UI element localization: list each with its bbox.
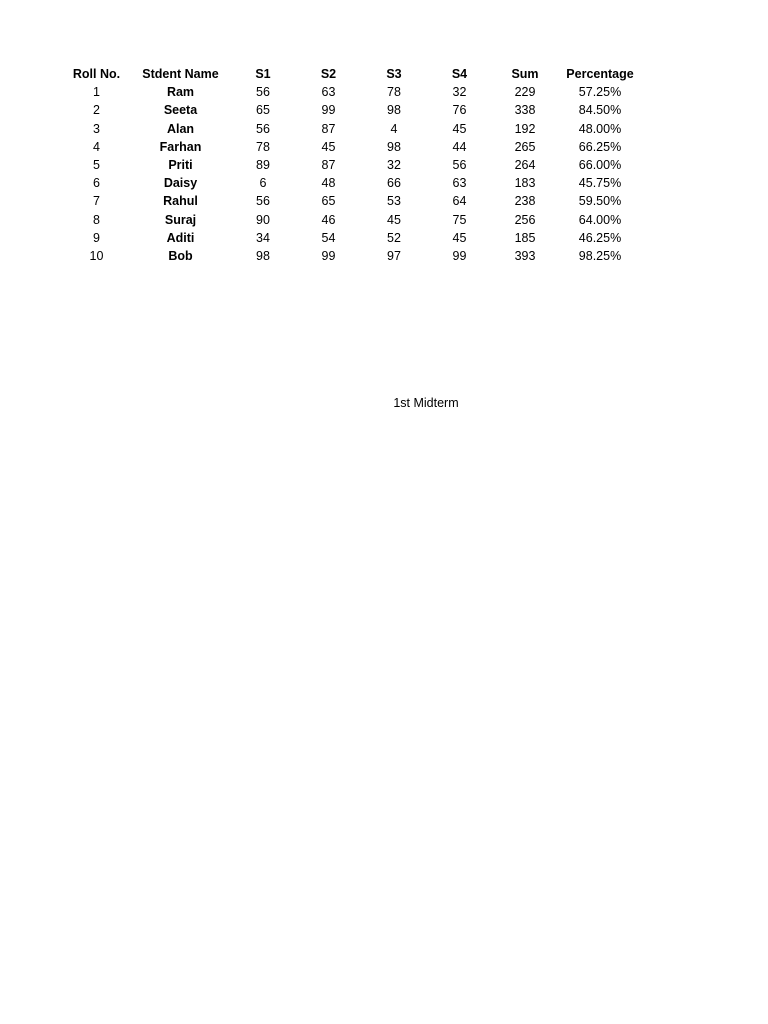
cell-roll-no: 4	[93, 139, 100, 154]
cell-student-name: Aditi	[166, 230, 195, 245]
cell-student-name: Suraj	[164, 212, 197, 227]
header-row	[65, 65, 645, 83]
cell-sum: 265	[514, 139, 536, 154]
header-s4: S4	[451, 67, 468, 81]
cell-sum: 238	[514, 194, 536, 209]
cell-roll-no: 2	[93, 103, 100, 118]
cell-s1: 98	[256, 249, 270, 264]
cell-percentage: 66.00%	[578, 158, 622, 173]
cell-s1: 56	[256, 121, 270, 136]
cell-s4: 63	[452, 176, 467, 191]
cell-sum: 264	[514, 158, 536, 173]
cell-percentage: 57.25%	[578, 85, 622, 100]
cell-s4: 75	[452, 212, 467, 227]
cell-s4: 99	[452, 249, 467, 264]
cell-sum: 185	[514, 230, 536, 245]
table-body	[65, 83, 645, 265]
cell-sum: 393	[514, 249, 536, 264]
cell-s2: 65	[321, 194, 336, 209]
cell-percentage: 59.50%	[578, 194, 622, 209]
cell-s2: 45	[321, 139, 336, 154]
cell-s3: 52	[387, 230, 401, 245]
cell-s3: 98	[387, 139, 401, 154]
cell-s1: 34	[256, 230, 270, 245]
cell-s3: 45	[387, 212, 401, 227]
cell-s3: 97	[387, 249, 401, 264]
cell-roll-no: 5	[93, 158, 100, 173]
header-s2: S2	[320, 67, 337, 81]
marks-table	[65, 65, 645, 265]
cell-s2: 46	[321, 212, 336, 227]
cell-s4: 45	[452, 230, 467, 245]
cell-s2: 63	[321, 85, 336, 100]
cell-percentage: 66.25%	[578, 139, 622, 154]
cell-roll-no: 6	[93, 176, 100, 191]
cell-percentage: 46.25%	[578, 230, 622, 245]
cell-sum: 256	[514, 212, 536, 227]
cell-student-name: Alan	[166, 121, 195, 136]
header-s3: S3	[386, 67, 402, 81]
cell-s2: 87	[321, 158, 336, 173]
header-sum: Sum	[511, 67, 539, 81]
cell-s3: 4	[390, 121, 398, 136]
cell-s1: 65	[256, 103, 270, 118]
table-row	[65, 174, 645, 192]
table-row	[65, 211, 645, 229]
header-roll-no: Roll No.	[72, 67, 121, 81]
cell-s4: 76	[452, 103, 467, 118]
cell-student-name: Seeta	[163, 103, 198, 118]
cell-s4: 56	[452, 158, 467, 173]
cell-student-name: Priti	[168, 158, 193, 173]
cell-roll-no: 7	[93, 194, 100, 209]
cell-roll-no: 10	[89, 249, 104, 264]
header-student-name: Stdent Name	[142, 67, 219, 81]
cell-s1: 6	[259, 176, 267, 191]
cell-percentage: 48.00%	[578, 121, 622, 136]
cell-student-name: Rahul	[163, 194, 198, 209]
cell-roll-no: 9	[93, 230, 100, 245]
cell-percentage: 45.75%	[578, 176, 622, 191]
cell-student-name: Daisy	[163, 176, 198, 191]
cell-sum: 183	[514, 176, 536, 191]
table-row	[65, 138, 645, 156]
cell-student-name: Ram	[166, 85, 195, 100]
cell-s3: 78	[387, 85, 401, 100]
cell-s1: 56	[256, 85, 270, 100]
cell-s2: 54	[321, 230, 336, 245]
cell-percentage: 64.00%	[578, 212, 622, 227]
cell-s4: 45	[452, 121, 467, 136]
cell-s4: 32	[452, 85, 467, 100]
cell-sum: 192	[514, 121, 536, 136]
cell-roll-no: 8	[93, 212, 100, 227]
cell-s3: 98	[387, 103, 401, 118]
cell-s1: 56	[256, 194, 270, 209]
cell-student-name: Bob	[168, 249, 193, 264]
cell-roll-no: 1	[93, 85, 100, 100]
table-row	[65, 192, 645, 210]
table-row	[65, 120, 645, 138]
sheet-caption: 1st Midterm	[393, 396, 459, 410]
cell-s2: 48	[321, 176, 336, 191]
cell-sum: 229	[514, 85, 536, 100]
table-row	[65, 101, 645, 119]
table-row	[65, 229, 645, 247]
cell-s2: 99	[321, 103, 336, 118]
cell-s1: 78	[256, 139, 270, 154]
cell-s2: 87	[321, 121, 336, 136]
cell-sum: 338	[514, 103, 536, 118]
cell-percentage: 84.50%	[578, 103, 622, 118]
cell-s2: 99	[321, 249, 336, 264]
cell-percentage: 98.25%	[578, 249, 622, 264]
table-row	[65, 156, 645, 174]
cell-s1: 89	[256, 158, 270, 173]
cell-s3: 32	[387, 158, 401, 173]
cell-s1: 90	[256, 212, 270, 227]
cell-roll-no: 3	[93, 121, 100, 136]
cell-s4: 44	[452, 139, 467, 154]
cell-s3: 66	[387, 176, 401, 191]
header-percentage: Percentage	[566, 67, 634, 81]
table-row	[65, 83, 645, 101]
table-row	[65, 247, 645, 265]
cell-student-name: Farhan	[159, 139, 202, 154]
header-s1: S1	[255, 67, 271, 81]
cell-s4: 64	[452, 194, 467, 209]
cell-s3: 53	[387, 194, 401, 209]
